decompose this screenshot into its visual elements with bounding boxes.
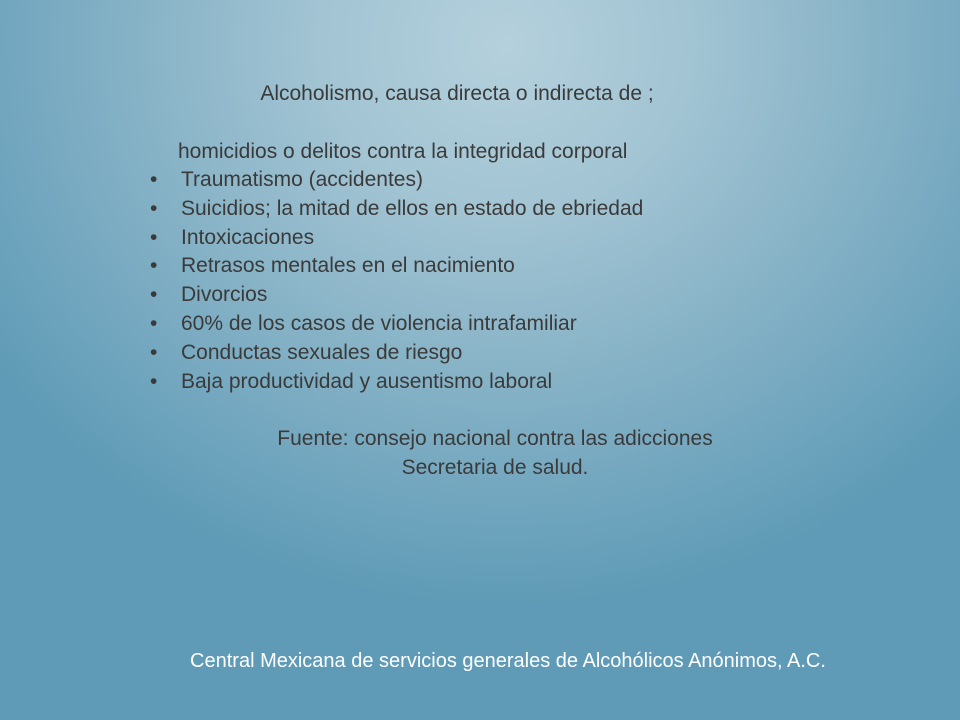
list-item (146, 195, 643, 224)
list-item (146, 310, 643, 339)
bullet-list (146, 166, 643, 396)
list-item (146, 339, 643, 368)
source-line-1: Fuente: consejo nacional contra las adicciones (277, 427, 713, 450)
list-item-text: Intoxicaciones (181, 225, 315, 249)
list-item-text: Traumatismo (accidentes) (181, 168, 423, 191)
list-item-text: Suicidios; la mitad de ellos en estado de ebriedad (181, 196, 644, 220)
list-item-text: Retrasos mentales en el nacimiento (181, 254, 515, 278)
bullet-icon: • (150, 369, 158, 393)
list-item-text: Divorcios (181, 283, 268, 307)
bullet-icon: • (150, 225, 158, 249)
list-item-text: Conductas sexuales de riesgo (181, 340, 463, 364)
list-item (146, 224, 643, 253)
bullet-icon: • (150, 254, 158, 278)
list-item (146, 281, 643, 310)
bullet-icon: • (150, 196, 158, 220)
intro-line: homicidios o delitos contra la integridad corporal (178, 140, 628, 163)
bullet-icon: • (150, 168, 158, 191)
list-item-text: Baja productividad y ausentismo laboral (181, 369, 553, 393)
list-item (146, 368, 643, 397)
bullet-icon: • (150, 283, 158, 307)
source-line-2: Secretaria de salud. (401, 456, 589, 479)
list-item-text: 60% de los casos de violencia intrafamiliar (181, 311, 577, 335)
bullet-icon: • (150, 340, 158, 364)
slide-title: Alcoholismo, causa directa o indirecta de ; (260, 82, 654, 105)
list-item (146, 252, 643, 281)
list-item (146, 166, 643, 195)
bullet-icon: • (150, 311, 158, 335)
source-citation (0, 424, 960, 482)
footer-organization: Central Mexicana de servicios generales de Alcohólicos Anónimos, A.C. (190, 650, 826, 672)
